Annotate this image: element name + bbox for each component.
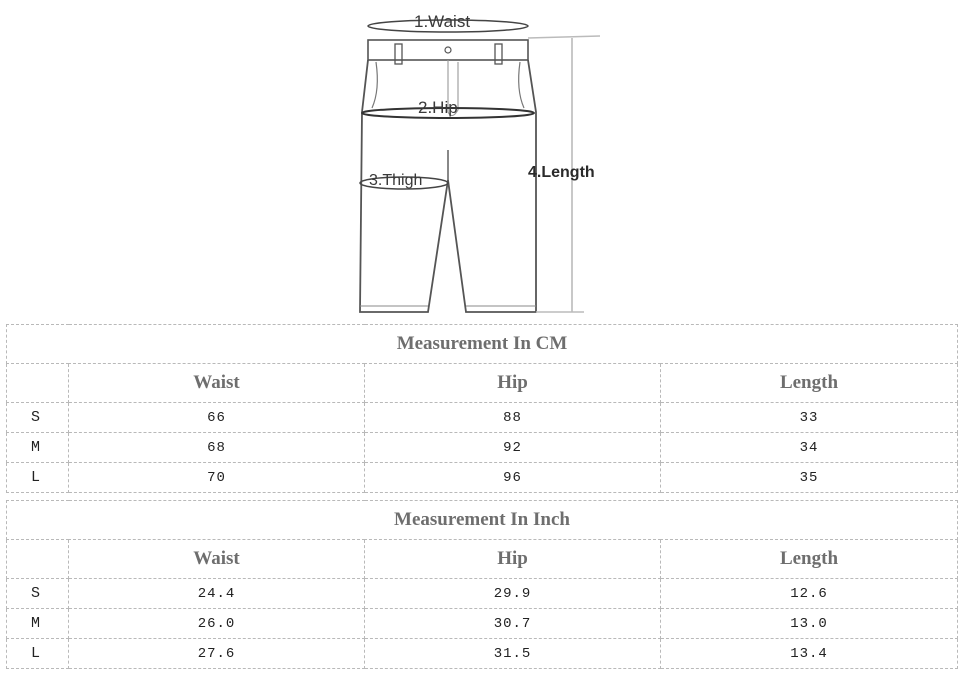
column-header-length: Length (661, 540, 958, 579)
table-row (7, 609, 958, 639)
empty-header-cell (7, 364, 69, 403)
hip-label: 2.Hip (418, 98, 458, 117)
length-label: 4.Length (528, 164, 595, 181)
table-row (7, 463, 958, 493)
empty-header-cell (7, 540, 69, 579)
column-header-waist: Waist (69, 540, 365, 579)
hip-value: 96 (365, 463, 661, 493)
inch-measurement-table (6, 500, 958, 669)
waist-value: 27.6 (69, 639, 365, 669)
thigh-label: 3.Thigh (369, 172, 423, 189)
waist-label: 1.Waist (414, 12, 471, 31)
cm-measurement-table (6, 324, 958, 493)
table-title-row (7, 325, 958, 364)
waist-value: 66 (69, 403, 365, 433)
length-value: 12.6 (661, 579, 958, 609)
hip-value: 92 (365, 433, 661, 463)
column-header-hip: Hip (365, 540, 661, 579)
length-value: 34 (661, 433, 958, 463)
waist-value: 24.4 (69, 579, 365, 609)
size-label: S (7, 579, 69, 609)
table-row (7, 433, 958, 463)
size-label: L (7, 463, 69, 493)
length-value: 35 (661, 463, 958, 493)
length-value: 13.0 (661, 609, 958, 639)
size-label: M (7, 433, 69, 463)
waist-value: 68 (69, 433, 365, 463)
table-row (7, 579, 958, 609)
waist-value: 26.0 (69, 609, 365, 639)
waist-value: 70 (69, 463, 365, 493)
table-header-row (7, 364, 958, 403)
table-row (7, 403, 958, 433)
shorts-outline-icon (350, 0, 610, 320)
column-header-hip: Hip (365, 364, 661, 403)
table-title: Measurement In Inch (7, 501, 958, 540)
size-label: L (7, 639, 69, 669)
hip-value: 29.9 (365, 579, 661, 609)
hip-value: 88 (365, 403, 661, 433)
column-header-length: Length (661, 364, 958, 403)
length-value: 13.4 (661, 639, 958, 669)
length-value: 33 (661, 403, 958, 433)
table-row (7, 639, 958, 669)
hip-value: 31.5 (365, 639, 661, 669)
column-header-waist: Waist (69, 364, 365, 403)
table-header-row (7, 540, 958, 579)
table-title-row (7, 501, 958, 540)
size-label: M (7, 609, 69, 639)
shorts-diagram (350, 0, 610, 320)
table-title: Measurement In CM (7, 325, 958, 364)
size-label: S (7, 403, 69, 433)
hip-value: 30.7 (365, 609, 661, 639)
